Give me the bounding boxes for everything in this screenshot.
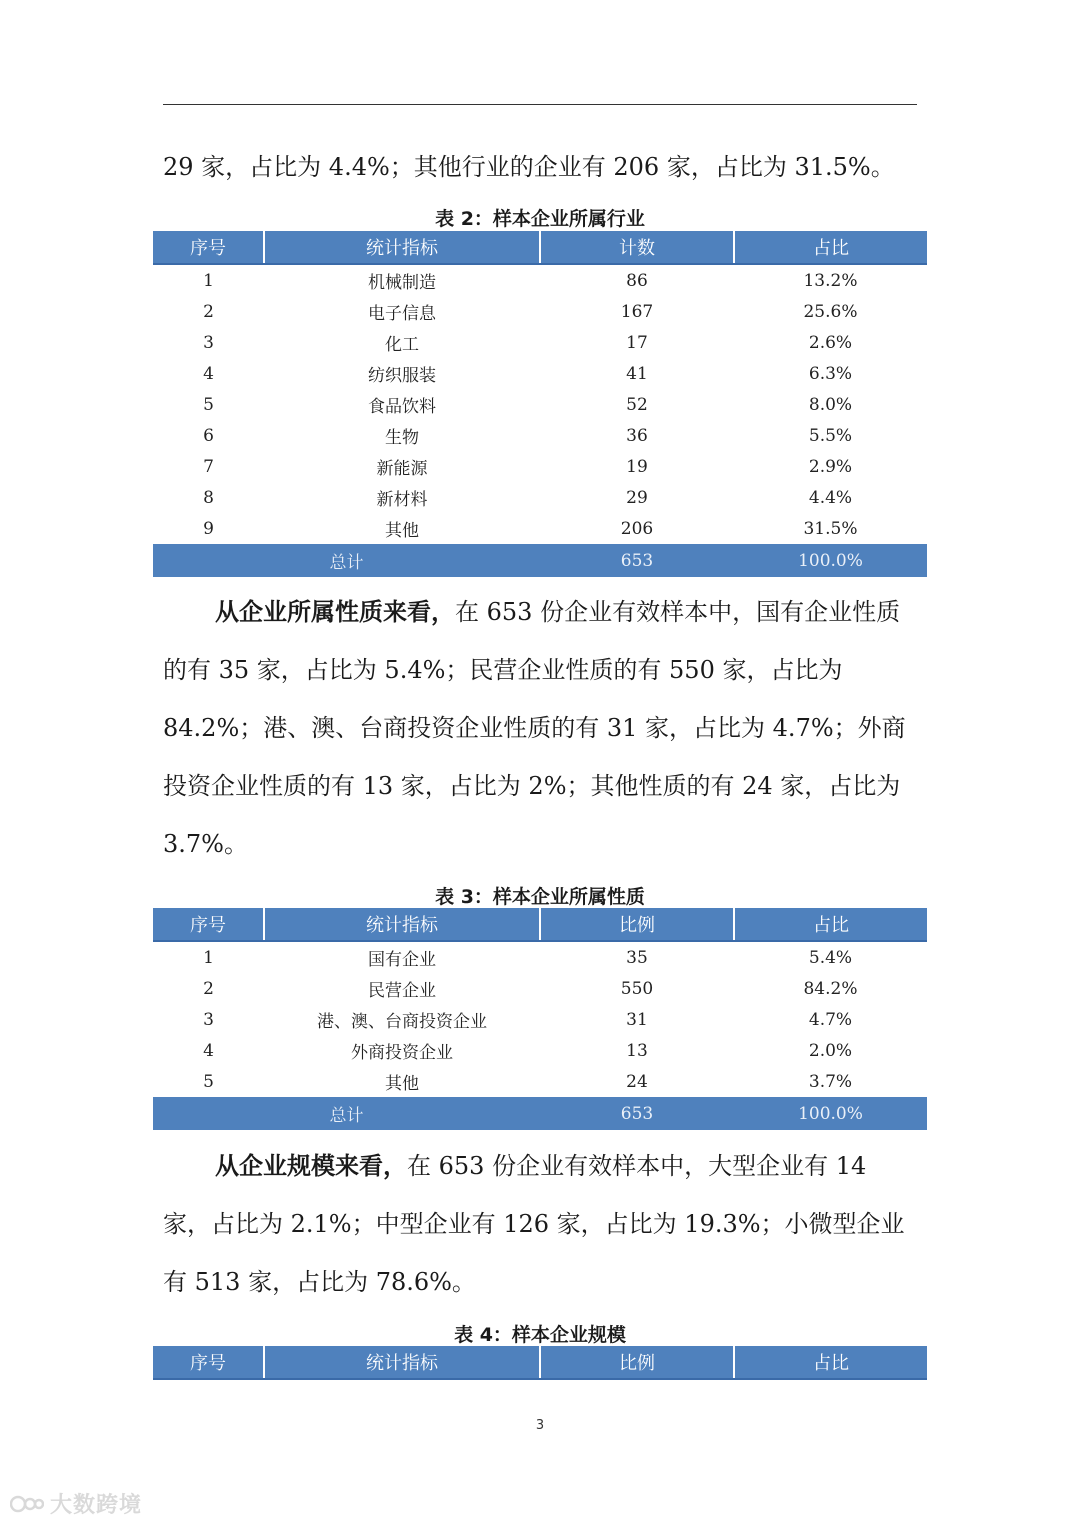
scale-lead: 从企业规模来看， <box>215 1151 407 1180</box>
page-number: 3 <box>535 1418 545 1433</box>
cell: 24 <box>626 1071 648 1092</box>
table2-header-count: 计数 <box>540 231 734 264</box>
cell: 纺织服装 <box>368 366 436 386</box>
nature-text: 在 653 份企业有效样本中，国有企业性质的有 35 家，占比为 5.4%；民营企业性质的有 550 家，占比为 84.2%；港、澳、台商投资企业性质的有 31 家，占比为 4.7%；外商投资企业性质的有 13 家，占比为 2%；其他性质的有 24 家，占比为 3.7%。 <box>163 598 906 858</box>
table4-caption: 表 4：样本企业规模 <box>454 1324 626 1346</box>
table3-header-indicator: 统计指标 <box>264 908 540 941</box>
table-row <box>153 389 927 420</box>
watermark-text: 大数跨境 <box>50 1493 143 1518</box>
table-row <box>153 420 927 451</box>
table3-caption: 表 3：样本企业所属性质 <box>435 886 645 908</box>
total-count: 653 <box>540 544 734 577</box>
cell: 2 <box>203 301 214 322</box>
watermark-logo-icon <box>10 1493 44 1515</box>
cell: 3 <box>203 332 214 353</box>
nature-paragraph <box>163 583 919 873</box>
table-row <box>153 264 927 296</box>
cell: 8 <box>203 487 214 508</box>
cell: 国有企业 <box>368 950 436 970</box>
cell: 41 <box>626 363 648 384</box>
table-row <box>153 327 927 358</box>
cell: 31 <box>626 1009 648 1030</box>
cell: 机械制造 <box>368 273 436 293</box>
cell: 3.7% <box>808 1071 853 1092</box>
total-share: 100.0% <box>734 1097 927 1130</box>
cell: 4.7% <box>808 1009 853 1030</box>
cell: 29 <box>626 487 648 508</box>
cell: 550 <box>620 978 654 999</box>
table-row <box>153 1066 927 1097</box>
cell: 5 <box>203 1071 214 1092</box>
cell: 13 <box>626 1040 648 1061</box>
cell: 8.0% <box>808 394 853 415</box>
cell: 3 <box>203 1009 214 1030</box>
cell: 1 <box>203 270 214 291</box>
total-count: 653 <box>540 1097 734 1130</box>
cell: 86 <box>626 270 648 291</box>
cell: 84.2% <box>803 978 858 999</box>
table2-total-row <box>153 544 927 577</box>
total-label: 总计 <box>153 544 540 577</box>
table3-total-row <box>153 1097 927 1130</box>
cell: 民营企业 <box>368 981 436 1001</box>
table4 <box>153 1346 927 1380</box>
cell: 其他 <box>385 521 419 541</box>
table-row <box>153 1035 927 1066</box>
cell: 31.5% <box>803 518 858 539</box>
intro-paragraph: 29 家，占比为 4.4%；其他行业的企业有 206 家，占比为 31.5%。 <box>163 153 895 181</box>
table4-header-ratio: 比例 <box>540 1346 734 1379</box>
scale-paragraph <box>163 1137 919 1311</box>
table-row <box>153 941 927 973</box>
cell: 4 <box>203 1040 214 1061</box>
table2 <box>153 231 927 577</box>
cell: 电子信息 <box>368 304 436 324</box>
cell: 港、澳、台商投资企业 <box>317 1012 487 1032</box>
cell: 化工 <box>385 335 419 355</box>
cell: 17 <box>626 332 648 353</box>
table-row <box>153 973 927 1004</box>
cell: 5.4% <box>808 947 853 968</box>
cell: 35 <box>626 947 648 968</box>
cell: 52 <box>626 394 648 415</box>
table2-header-share: 占比 <box>734 231 927 264</box>
table3-header-ratio: 比例 <box>540 908 734 941</box>
cell: 2.6% <box>808 332 853 353</box>
cell: 生物 <box>385 428 419 448</box>
table-row <box>153 513 927 544</box>
cell: 4 <box>203 363 214 384</box>
cell: 4.4% <box>808 487 853 508</box>
table3-header-share: 占比 <box>734 908 927 941</box>
cell: 外商投资企业 <box>351 1043 453 1063</box>
cell: 6.3% <box>808 363 853 384</box>
cell: 206 <box>620 518 654 539</box>
cell: 新能源 <box>376 459 428 479</box>
table4-header-row <box>153 1346 927 1379</box>
cell: 13.2% <box>803 270 858 291</box>
cell: 9 <box>203 518 214 539</box>
nature-lead: 从企业所属性质来看， <box>215 597 455 626</box>
cell: 36 <box>626 425 648 446</box>
table2-header-indicator: 统计指标 <box>264 231 540 264</box>
table-row <box>153 482 927 513</box>
cell: 2.0% <box>808 1040 853 1061</box>
table2-header-row <box>153 231 927 264</box>
cell: 2.9% <box>808 456 853 477</box>
total-share: 100.0% <box>734 544 927 577</box>
cell: 1 <box>203 947 214 968</box>
table-row <box>153 1004 927 1035</box>
table-row <box>153 358 927 389</box>
table2-caption: 表 2：样本企业所属行业 <box>435 208 645 230</box>
cell: 5 <box>203 394 214 415</box>
table3-header-row <box>153 908 927 941</box>
table3 <box>153 908 927 1130</box>
cell: 6 <box>203 425 214 446</box>
table-row <box>153 296 927 327</box>
cell: 其他 <box>385 1074 419 1094</box>
cell: 7 <box>203 456 214 477</box>
table3-header-index: 序号 <box>153 908 264 941</box>
cell: 新材料 <box>376 490 428 510</box>
cell: 2 <box>203 978 214 999</box>
cell: 食品饮料 <box>368 397 436 417</box>
table2-header-index: 序号 <box>153 231 264 264</box>
cell: 167 <box>620 301 654 322</box>
cell: 25.6% <box>803 301 858 322</box>
table4-header-share: 占比 <box>734 1346 927 1379</box>
table4-header-index: 序号 <box>153 1346 264 1379</box>
cell: 19 <box>626 456 648 477</box>
cell: 5.5% <box>808 425 853 446</box>
total-label: 总计 <box>153 1097 540 1130</box>
scale-text: 在 653 份企业有效样本中，大型企业有 14 家，占比为 2.1%；中型企业有 126 家，占比为 19.3%；小微型企业有 513 家，占比为 78.6%。 <box>163 1152 905 1296</box>
watermark <box>10 1488 142 1519</box>
header-rule <box>163 104 917 105</box>
table4-header-indicator: 统计指标 <box>264 1346 540 1379</box>
table-row <box>153 451 927 482</box>
